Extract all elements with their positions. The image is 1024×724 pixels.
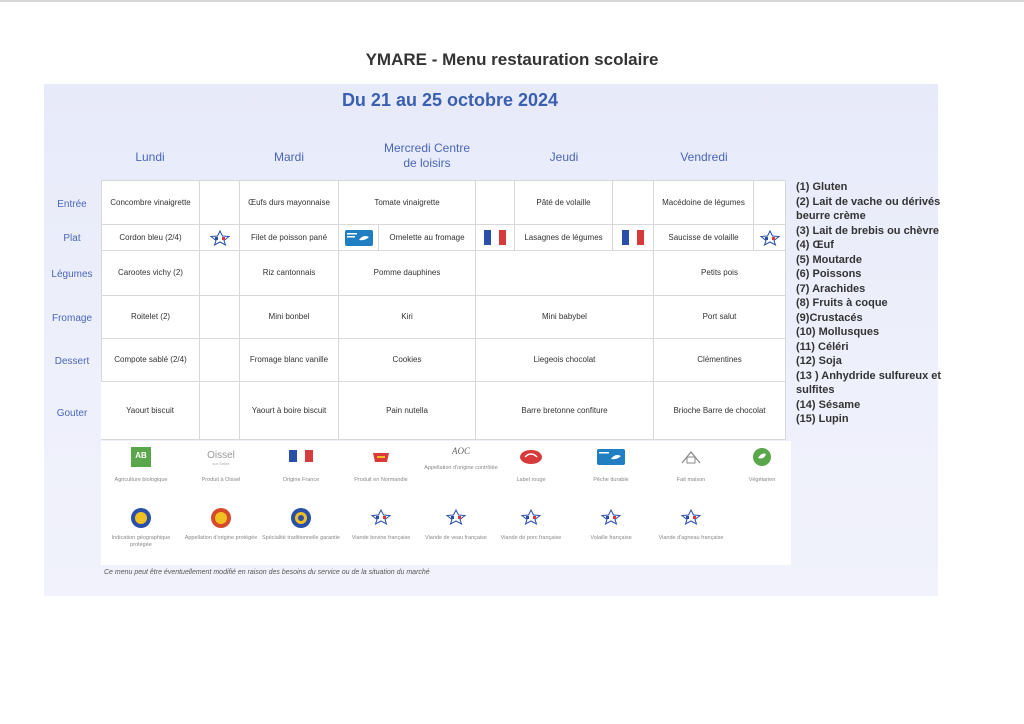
row-label-legumes: Légumes — [51, 269, 93, 280]
legend-label: Agriculture biologique — [114, 477, 168, 483]
viande-agneau-francaise-icon — [680, 507, 702, 527]
logo-oissel-subtext: sur Seine — [212, 461, 230, 466]
origine-france-flag-icon — [622, 230, 644, 245]
label-icon-cell — [200, 296, 240, 339]
menu-cell: Macédoine de légumes — [654, 180, 754, 225]
viande-porc-francaise-icon — [520, 507, 542, 527]
legend-label: Label rouge — [516, 477, 546, 483]
legend-item — [651, 447, 731, 484]
aoc-icon — [448, 441, 474, 461]
legend-label: Viande d'agneau française — [658, 535, 724, 541]
label-icon-cell — [200, 251, 240, 296]
aop-icon — [210, 507, 232, 529]
igp-icon — [130, 507, 152, 529]
legend-label: Fait maison — [676, 477, 706, 483]
legend-item — [261, 507, 341, 542]
legend-label: Viande de porc française — [500, 535, 562, 541]
legend-item — [341, 447, 421, 484]
legend-label: Appellation d'origine protégée — [184, 535, 258, 541]
page-title: YMARE - Menu restauration scolaire — [365, 50, 659, 69]
produit-normandie-icon — [371, 447, 391, 467]
menu-cell: Lasagnes de légumes — [515, 225, 613, 251]
legend-label: Produit à Oissel — [201, 477, 241, 483]
menu-cell: Mini bonbel — [240, 296, 339, 339]
menu-cell: Riz cantonnais — [240, 251, 339, 296]
legend-label: Produit en Normandie — [354, 477, 408, 483]
menu-cell: Concombre vinaigrette — [101, 180, 200, 225]
allergen-item: (4) Œuf — [796, 239, 834, 251]
legend-item — [731, 447, 793, 484]
allergen-item: (6) Poissons — [796, 268, 862, 280]
menu-cell: Liegeois chocolat — [476, 339, 654, 382]
allergen-item: (13 ) Anhydride sulfureux et sulfites — [796, 369, 942, 396]
day-header-jeudi: Jeudi — [549, 150, 579, 164]
label-icon-cell — [200, 339, 240, 382]
allergen-item: (12) Soja — [796, 355, 842, 367]
peche-durable-icon — [345, 230, 373, 246]
legend-label: Viande bovine française — [351, 535, 411, 541]
menu-cell: Œufs durs mayonnaise — [240, 180, 339, 225]
legend-label: Origine France — [282, 477, 320, 483]
day-header-mercredi: Mercredi Centre de loisirs — [383, 141, 471, 170]
label-icon-cell — [754, 180, 786, 225]
menu-cell: Pâté de volaille — [515, 180, 613, 225]
menu-cell: Roitelet (2) — [101, 296, 200, 339]
label-icon-cell — [200, 180, 240, 225]
menu-cell: Barre bretonne confiture — [476, 382, 654, 440]
menu-cell: Carootes vichy (2) — [101, 251, 200, 296]
legend-label: Spécialité traditionnelle garantie — [262, 535, 340, 541]
row-label-plat: Plat — [63, 233, 81, 244]
menu-cell: Mini babybel — [476, 296, 654, 339]
menu-cell: Cordon bleu (2/4) — [101, 225, 200, 251]
row-label-fromage: Fromage — [51, 313, 92, 324]
menu-cell: Kiri — [339, 296, 476, 339]
row-label-gouter: Gouter — [56, 408, 88, 419]
menu-cell: Petits pois — [654, 251, 786, 296]
allergen-item: (1) Gluten — [796, 181, 848, 193]
legend-item — [571, 447, 651, 484]
legend-item — [491, 507, 571, 542]
viande-bovine-francaise-icon — [370, 507, 392, 527]
allergen-item: (2) Lait de vache ou dérivés beurre crème — [796, 195, 941, 222]
legend-item — [181, 507, 261, 542]
origine-france-icon — [289, 447, 313, 467]
menu-cell: Clémentines — [654, 339, 786, 382]
allergen-item: (9)Crustacés — [796, 311, 863, 324]
menu-table — [101, 180, 786, 440]
label-icon-cell — [754, 225, 786, 251]
menu-cell: Cookies — [339, 339, 476, 382]
vegetarien-icon — [752, 447, 772, 467]
legend-item — [571, 507, 651, 542]
menu-cell: Saucisse de volaille — [654, 225, 754, 251]
legend-item — [261, 447, 341, 484]
produit-oissel-icon — [201, 447, 241, 467]
allergen-list — [796, 180, 946, 427]
date-range-title: Du 21 au 25 octobre 2024 — [341, 90, 559, 110]
allergen-item: (15) Lupin — [796, 413, 849, 425]
label-icon-cell — [613, 180, 654, 225]
volaille-francaise-icon — [600, 507, 622, 527]
legend-label: Volaille française — [590, 535, 632, 541]
logo-ab-text: AB — [135, 451, 147, 460]
label-icon-cell — [200, 225, 240, 251]
day-header-lundi: Lundi — [135, 150, 165, 164]
legend-label: Appellation d'origine contrôlée — [424, 465, 498, 471]
volaille-francaise-icon — [759, 230, 781, 246]
allergen-item: (8) Fruits à coque — [796, 297, 888, 309]
menu-cell: Brioche Barre de chocolat — [654, 382, 786, 440]
menu-cell: Omelette au fromage — [379, 225, 476, 251]
legend-label: Pêche durable — [593, 477, 629, 483]
menu-cell: Port salut — [654, 296, 786, 339]
allergen-item: (5) Moutarde — [796, 253, 862, 266]
allergen-item: (3) Lait de brebis ou chèvre — [796, 224, 940, 237]
logo-oissel-text: Oissel — [207, 450, 235, 461]
viande-veau-francaise-icon — [445, 507, 467, 527]
label-icon-cell — [613, 225, 654, 251]
logo-aoc-text: AOC — [452, 446, 470, 456]
legend-item — [341, 507, 421, 542]
label-rouge-icon — [519, 447, 543, 467]
label-icon-cell — [339, 225, 379, 251]
menu-cell: Fromage blanc vanille — [240, 339, 339, 382]
peche-durable-icon — [597, 447, 625, 467]
day-header-vendredi: Vendredi — [680, 150, 728, 164]
label-icon-cell — [200, 382, 240, 440]
legend-item — [181, 447, 261, 484]
legend-item — [651, 507, 731, 542]
allergen-item: (7) Arachides — [796, 282, 866, 295]
menu-cell: Pomme dauphines — [339, 251, 476, 296]
allergen-item: (10) Mollusques — [796, 326, 880, 338]
allergen-item: (14) Sésame — [796, 398, 861, 411]
stg-icon — [290, 507, 312, 529]
agriculture-biologique-icon — [131, 447, 151, 467]
fait-maison-icon — [678, 447, 704, 467]
row-label-dessert: Dessert — [54, 356, 90, 367]
allergen-item: (11) Céléri — [796, 340, 849, 353]
top-border — [0, 0, 1024, 2]
menu-cell — [476, 251, 654, 296]
origine-france-flag-icon — [484, 230, 506, 245]
legend-item — [491, 447, 571, 484]
label-legend — [101, 441, 791, 565]
menu-cell: Tomate vinaigrette — [339, 180, 476, 225]
label-icon-cell — [476, 180, 515, 225]
label-icon-cell — [476, 225, 515, 251]
legend-label: Indication géographique protégée — [111, 535, 171, 548]
menu-cell: Yaourt à boire biscuit — [240, 382, 339, 440]
menu-cell: Compote sablé (2/4) — [101, 339, 200, 382]
legend-item — [101, 507, 181, 549]
menu-cell: Filet de poisson pané — [240, 225, 339, 251]
menu-cell: Pain nutella — [339, 382, 476, 440]
legend-label: Viande de veau française — [425, 535, 487, 541]
legend-label: Végétarien — [748, 477, 776, 483]
legend-item — [421, 441, 501, 472]
footer-note: Ce menu peut être éventuellement modifié en raison des besoins du service ou de la situation du marché — [104, 569, 430, 576]
legend-item — [101, 447, 181, 484]
day-header-mardi: Mardi — [273, 150, 304, 164]
volaille-francaise-icon — [209, 230, 231, 246]
legend-item — [416, 507, 496, 542]
row-label-entree: Entrée — [57, 199, 87, 210]
menu-cell: Yaourt biscuit — [101, 382, 200, 440]
